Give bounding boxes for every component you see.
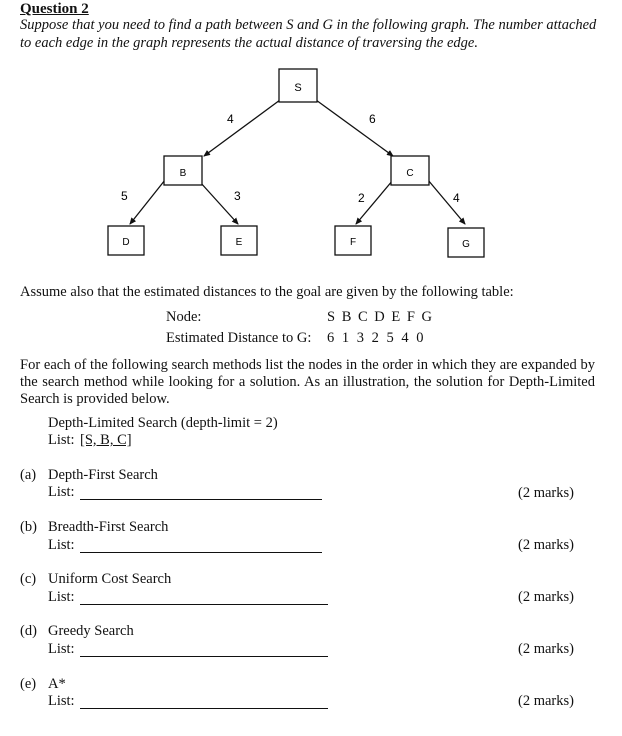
node-g-label: G: [462, 239, 470, 250]
node-e: [221, 226, 257, 255]
node-s: [279, 69, 317, 102]
example-list-label: List:: [48, 432, 75, 448]
part-c-marks: (2 marks): [518, 589, 574, 605]
heuristic-node-values: S B C D E F G: [327, 309, 433, 325]
edge-s-c: [316, 100, 393, 156]
edge-b-d: [130, 180, 165, 224]
edge-weight-s-c: 6: [369, 112, 376, 126]
example-list-value: [S, B, C]: [80, 432, 132, 448]
question-title: Question 2: [20, 1, 89, 17]
part-c-list-label: List:: [48, 589, 75, 605]
part-e-answer-line[interactable]: [80, 708, 328, 709]
part-c-letter: (c): [20, 571, 37, 587]
node-b: [164, 156, 202, 185]
part-a-letter: (a): [20, 467, 37, 483]
part-e-letter: (e): [20, 676, 37, 692]
part-d-letter: (d): [20, 623, 37, 639]
node-d: [108, 226, 144, 255]
heuristic-node-label: Node:: [166, 309, 202, 325]
part-d-list-label: List:: [48, 641, 75, 657]
edge-weight-b-d: 5: [121, 189, 128, 203]
node-f-label: F: [349, 237, 357, 248]
node-s-label: S: [294, 82, 302, 94]
search-graph: [0, 60, 622, 270]
part-a-method: Depth-First Search: [48, 467, 158, 483]
part-b-list-label: List:: [48, 537, 75, 553]
part-e-method: A*: [48, 676, 66, 692]
edge-weight-c-g: 4: [453, 191, 460, 205]
edge-weight-b-e: 3: [234, 189, 241, 203]
heuristic-distance-label: Estimated Distance to G:: [166, 330, 312, 346]
node-f: [335, 226, 371, 255]
part-e-list-label: List:: [48, 693, 75, 709]
part-b-letter: (b): [20, 519, 37, 535]
part-c-answer-line[interactable]: [80, 604, 328, 605]
node-e-label: E: [235, 237, 243, 248]
part-d-marks: (2 marks): [518, 641, 574, 657]
node-g: [448, 228, 484, 257]
edge-b-e: [200, 182, 238, 224]
part-d-answer-line[interactable]: [80, 656, 328, 657]
edge-weight-c-f: 2: [358, 191, 365, 205]
part-a-list-label: List:: [48, 484, 75, 500]
node-c-label: C: [406, 168, 414, 179]
edge-s-b: [204, 100, 280, 156]
part-d-method: Greedy Search: [48, 623, 134, 639]
question-intro: Suppose that you need to find a path between S and G in the following graph. The number attached to each edge in the graph represents the actual distance of traversing the edge.: [20, 17, 597, 51]
heuristic-intro: Assume also that the estimated distances to the goal are given by the following table:: [20, 284, 514, 300]
part-e-marks: (2 marks): [518, 693, 574, 709]
part-b-marks: (2 marks): [518, 537, 574, 553]
node-b-label: B: [179, 168, 187, 179]
instructions: For each of the following search methods list the nodes in the order in which they are expanded by the search method while looking for a solution. As an illustration, the solution for Depth-Limited Search is provided below.: [20, 357, 595, 407]
example-method: Depth-Limited Search (depth-limit = 2): [48, 415, 278, 431]
heuristic-distance-values: 6 1 3 2 5 4 0: [327, 330, 424, 346]
edge-weight-s-b: 4: [227, 112, 234, 126]
part-c-method: Uniform Cost Search: [48, 571, 172, 587]
part-b-method: Breadth-First Search: [48, 519, 169, 535]
node-c: [391, 156, 429, 185]
node-d-label: D: [122, 237, 130, 248]
part-b-answer-line[interactable]: [80, 552, 322, 553]
part-a-marks: (2 marks): [518, 485, 574, 501]
part-a-answer-line[interactable]: [80, 499, 322, 500]
